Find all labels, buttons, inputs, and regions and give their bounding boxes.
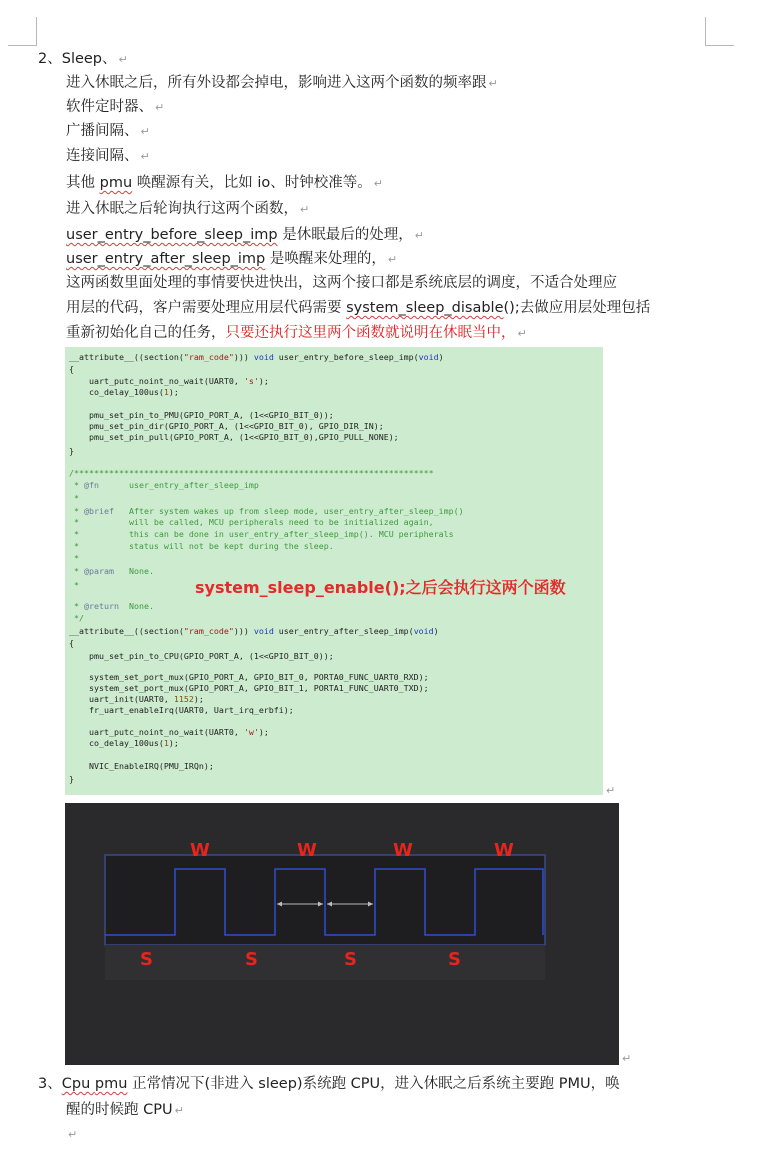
sleep-label: S: [448, 949, 461, 970]
wake-label: W: [297, 840, 317, 861]
section-number: 2、: [38, 51, 62, 67]
code-line: NVIC_EnableIRQ(PMU_IRQn);: [69, 761, 214, 771]
paragraph-text: 软件定时器、: [66, 99, 153, 115]
highlight-text: 只要还执行这里两个函数就说明在休眠当中，: [225, 325, 516, 341]
code-line: uart_putc_noint_no_wait(UART0, 'w');: [69, 727, 269, 737]
sleep-label: S: [140, 949, 153, 970]
paragraph-text: 重新初始化自己的任务，: [66, 325, 226, 341]
code-line: }: [69, 774, 74, 784]
page-corner-top-left: [8, 17, 37, 46]
sleep-label: S: [245, 949, 258, 970]
wake-label: W: [190, 840, 210, 861]
spellcheck-word: Cpu: [61, 1076, 95, 1092]
paragraph-text: 广播间隔、: [66, 123, 139, 139]
paragraph-5: [66, 172, 383, 195]
code-line: {: [69, 364, 74, 374]
paragraph-7: [66, 224, 424, 247]
paragraph-text: 是唤醒来处理的，: [265, 251, 386, 267]
paragraph-text: 连接间隔、: [66, 148, 139, 164]
paragraph-mark-icon: ↵: [373, 177, 383, 190]
paragraph-text: 唤醒源有关，比如 io、时钟校准等。: [132, 175, 372, 191]
code-line: __attribute__((section("ram_code"))) void user_entry_before_sleep_imp(void): [69, 352, 444, 362]
paragraph-mark-icon: ↵: [300, 203, 310, 216]
paragraph-2: [66, 96, 164, 119]
code-line: pmu_set_pin_to_PMU(GPIO_PORT_A, (1<<GPIO_BIT_0));: [69, 410, 334, 420]
paragraph-mark-icon: ↵: [155, 101, 165, 114]
paragraph-mark-icon: ↵: [174, 1104, 184, 1117]
spellcheck-word: user_entry_before_sleep_imp: [66, 227, 278, 243]
code-line: uart_init(UART0, 1152);: [69, 694, 204, 704]
sleep-label: S: [344, 949, 357, 970]
empty-paragraph: [66, 1123, 77, 1146]
code-comment-line: /************************************************************************: [69, 468, 434, 478]
code-line: pmu_set_pin_to_CPU(GPIO_PORT_A, (1<<GPIO_BIT_0));: [69, 651, 334, 661]
code-line: pmu_set_pin_dir(GPIO_PORT_A, (1<<GPIO_BIT_0), GPIO_DIR_IN);: [69, 421, 384, 431]
code-comment-line: *: [69, 493, 79, 503]
code-comment-line: */: [69, 613, 84, 623]
code-comment-line: * @brief After system wakes up from sleep mode, user_entry_after_sleep_imp(): [69, 506, 464, 516]
waveform-svg: [65, 803, 619, 1065]
section-heading-sleep: [38, 48, 128, 71]
paragraph-cpu-pmu-cont: [66, 1099, 184, 1122]
code-line: system_set_port_mux(GPIO_PORT_A, GPIO_BIT_1, PORTA1_FUNC_UART0_TXD);: [69, 683, 429, 693]
paragraph-6: [66, 198, 309, 221]
paragraph-mark-icon: ↵: [68, 1128, 78, 1141]
paragraph-mark-icon: ↵: [387, 253, 398, 266]
paragraph-text: 正常情况下(非进入 sleep)系统跑 CPU，进入休眠之后系统主要跑 PMU，唤: [127, 1076, 620, 1092]
code-line: }: [69, 446, 74, 456]
spellcheck-word: pmu: [94, 1076, 128, 1092]
paragraph-mark-icon: ↵: [140, 125, 150, 138]
code-line: co_delay_100us(1);: [69, 738, 179, 748]
code-line: pmu_set_pin_pull(GPIO_PORT_A, (1<<GPIO_BIT_0),GPIO_PULL_NONE);: [69, 432, 399, 442]
spellcheck-word: user_entry_after_sleep_imp: [66, 251, 266, 267]
paragraph-mark-icon: ↵: [517, 327, 527, 340]
paragraph-text: 进入休眠之后，所有外设都会掉电，影响进入这两个函数的频率跟: [66, 75, 487, 91]
code-comment-line: * this can be done in user_entry_after_sleep_imp(). MCU peripherals: [69, 529, 454, 539]
code-comment-line: * @fn user_entry_after_sleep_imp: [69, 480, 259, 490]
section-heading-cpu-pmu: [38, 1073, 620, 1095]
paragraph-mark-icon: ↵: [606, 784, 616, 797]
section-number: 3、: [38, 1076, 62, 1092]
code-comment-line: * @param None.: [69, 566, 154, 576]
paragraph-mark-icon: ↵: [488, 77, 498, 90]
code-line: system_set_port_mux(GPIO_PORT_A, GPIO_BIT_0, PORTA0_FUNC_UART0_RXD);: [69, 672, 429, 682]
code-line: {: [69, 638, 74, 648]
code-line: fr_uart_enableIrq(UART0, Uart_irq_erbfi);: [69, 705, 294, 715]
code-screenshot: [65, 347, 603, 795]
paragraph-10: [66, 297, 650, 319]
paragraph-mark-icon: ↵: [118, 53, 128, 66]
paragraph-text: ();去做应用层处理包括: [503, 300, 651, 316]
code-line: uart_putc_noint_no_wait(UART0, 's');: [69, 376, 269, 386]
paragraph-mark-icon: ↵: [414, 229, 424, 242]
wake-label: W: [393, 840, 413, 861]
paragraph-text: 是休眠最后的处理，: [277, 227, 413, 243]
paragraph-mark-icon: ↵: [140, 150, 150, 163]
sleep-wake-waveform: [65, 803, 619, 1065]
page-corner-top-right: [705, 17, 734, 46]
paragraph-9: [66, 272, 617, 294]
paragraph-text: 进入休眠之后轮询执行这两个函数，: [66, 201, 298, 217]
paragraph-11: [66, 322, 527, 345]
paragraph-3: [66, 120, 150, 143]
code-comment-line: *: [69, 553, 79, 563]
paragraph-text: 醒的时候跑 CPU: [66, 1102, 173, 1118]
code-comment-line: *: [69, 580, 79, 590]
code-comment-line: * will be called, MCU peripherals need to be initialized again,: [69, 517, 434, 527]
code-comment-line: * status will not be kept during the sleep.: [69, 541, 334, 551]
paragraph-text: 用层的代码，客户需要处理应用层代码需要: [66, 300, 347, 316]
paragraph-mark-icon: ↵: [622, 1052, 632, 1065]
code-annotation: system_sleep_enable();之后会执行这两个函数: [195, 578, 566, 597]
section-title: Sleep、: [61, 51, 117, 67]
paragraph-1: [66, 72, 498, 95]
paragraph-text: 这两函数里面处理的事情要快进快出，这两个接口都是系统底层的调度，不适合处理应: [66, 275, 617, 291]
paragraph-text: 其他: [66, 175, 100, 191]
wake-label: W: [494, 840, 514, 861]
code-line: __attribute__((section("ram_code"))) void user_entry_after_sleep_imp(void): [69, 626, 439, 636]
spellcheck-word: system_sleep_disable: [346, 300, 504, 316]
spellcheck-word: pmu: [99, 175, 133, 191]
code-line: co_delay_100us(1);: [69, 387, 179, 397]
waveform-lower-band: [105, 945, 545, 980]
paragraph-4: [66, 145, 150, 168]
code-comment-line: * @return None.: [69, 601, 154, 611]
paragraph-8: [66, 248, 397, 271]
